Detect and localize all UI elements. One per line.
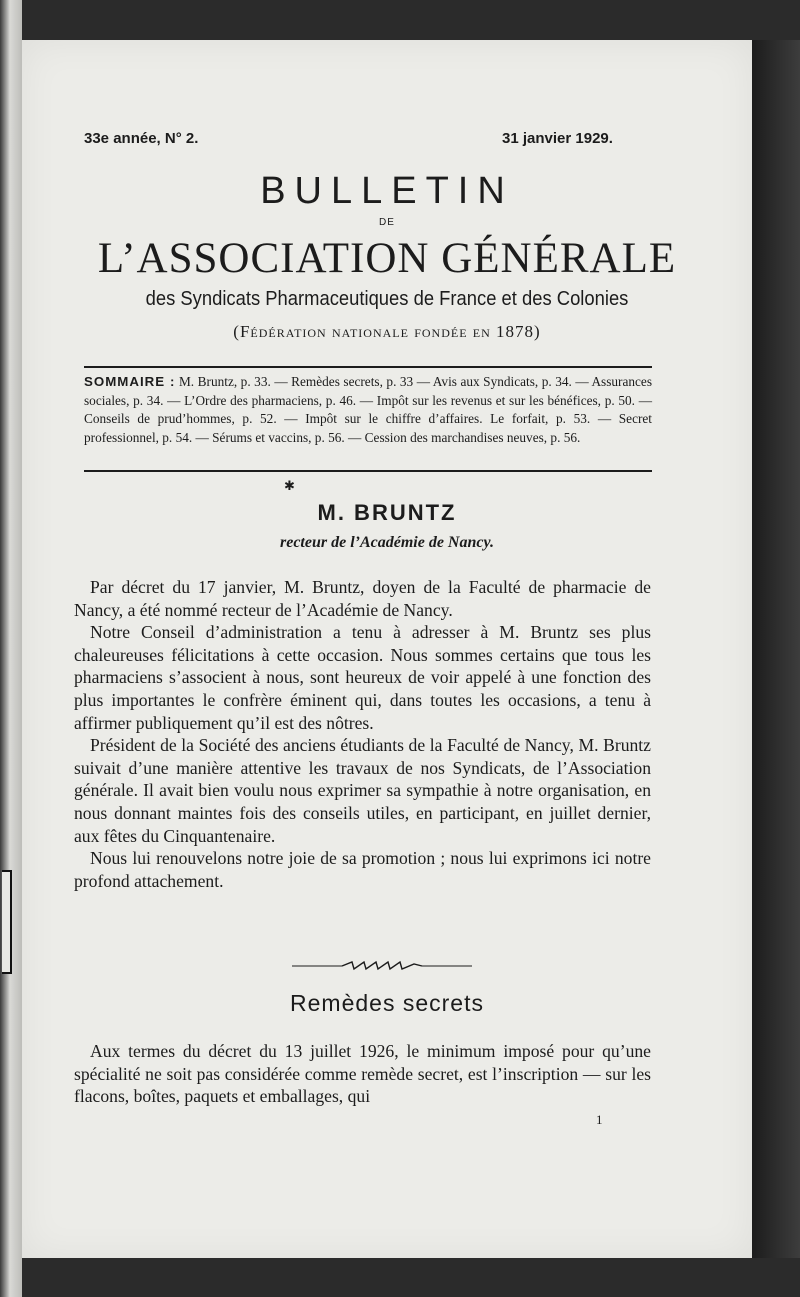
paragraph: Notre Conseil d’administration a tenu à adresser à M. Bruntz ses plus chaleureuses félicitations à cette occasion. Nous sommes certains que tous les pharmaciens s’associent à nous, sont heureux de voir appelé à une fonction des plus importantes le confrère éminent qui, dans toutes les occasions, a tenu à affirmer publiquement qu’il est des nôtres. [74, 622, 651, 733]
federation-line: (Fédération nationale fondée en 1878) [233, 322, 541, 341]
summary-text: M. Bruntz, p. 33. — Remèdes secrets, p. 33 — Avis aux Syndicats, p. 34. — Assurances sociales, p. 34. — L’Ordre des pharmaciens, p. 46. — Impôt sur les revenus et sur les bénéfices, p. 50. — Conseils de prud’hommes, p. 52. — Impôt sur le chiffre d’affaires. Le forfait, p. 53. — Secret professionnel, p. 54. — Sérums et vaccins, p. 56. — Cession des marchandises neuves, p. 56. [84, 374, 652, 445]
top-rule [84, 366, 652, 368]
article-body [74, 576, 651, 892]
issue-number: 33e année, N° 2. [84, 130, 199, 147]
title-connector: DE [379, 217, 395, 228]
edge-tab-marker [2, 870, 12, 974]
section-body [74, 1040, 651, 1108]
paragraph: Nous lui renouvelons notre joie de sa promotion ; nous lui exprimons ici notre profond attachement. [74, 848, 651, 891]
section-divider-icon [292, 959, 472, 971]
association-title: L’ASSOCIATION GÉNÉRALE [97, 235, 677, 282]
summary-block [84, 373, 652, 447]
section-title: Remèdes secrets [290, 990, 484, 1016]
paragraph: Aux termes du décret du 13 juillet 1926, le minimum imposé pour qu’une spécialité ne soit pas considérée comme remède secret, est l’inscription — sur les flacons, boîtes, paquets et emballages, qui [74, 1041, 651, 1107]
issue-date: 31 janvier 1929. [502, 130, 613, 147]
paragraph: Par décret du 17 janvier, M. Bruntz, doyen de la Faculté de pharmacie de Nancy, a été nommé recteur de l’Académie de Nancy. [74, 577, 651, 620]
page-edge-shadow [752, 40, 800, 1258]
syndicats-subtitle: des Syndicats Pharmaceutiques de France et des Colonies [145, 288, 629, 310]
page-number: 1 [596, 1112, 603, 1127]
ornament-asterisk-icon: ✱ [284, 478, 295, 493]
bottom-rule [84, 470, 652, 472]
article-subtitle: recteur de l’Académie de Nancy. [279, 534, 494, 551]
paragraph: Président de la Société des anciens étudiants de la Faculté de Nancy, M. Bruntz suivait d’une manière attentive les travaux de nos Syndicats, de l’Association générale. Il avait bien voulu nous exprimer sa sympathie à notre organisation, en nous donnant maintes fois des conseils utiles, en participant, en juillet dernier, aux fêtes du Cinquantenaire. [74, 735, 651, 846]
book-spine [0, 0, 22, 1297]
summary-label: SOMMAIRE : [84, 374, 176, 389]
bulletin-title: BULLETIN [260, 170, 514, 212]
article-title: M. BRUNTZ [317, 500, 457, 525]
document-page [22, 40, 752, 1258]
